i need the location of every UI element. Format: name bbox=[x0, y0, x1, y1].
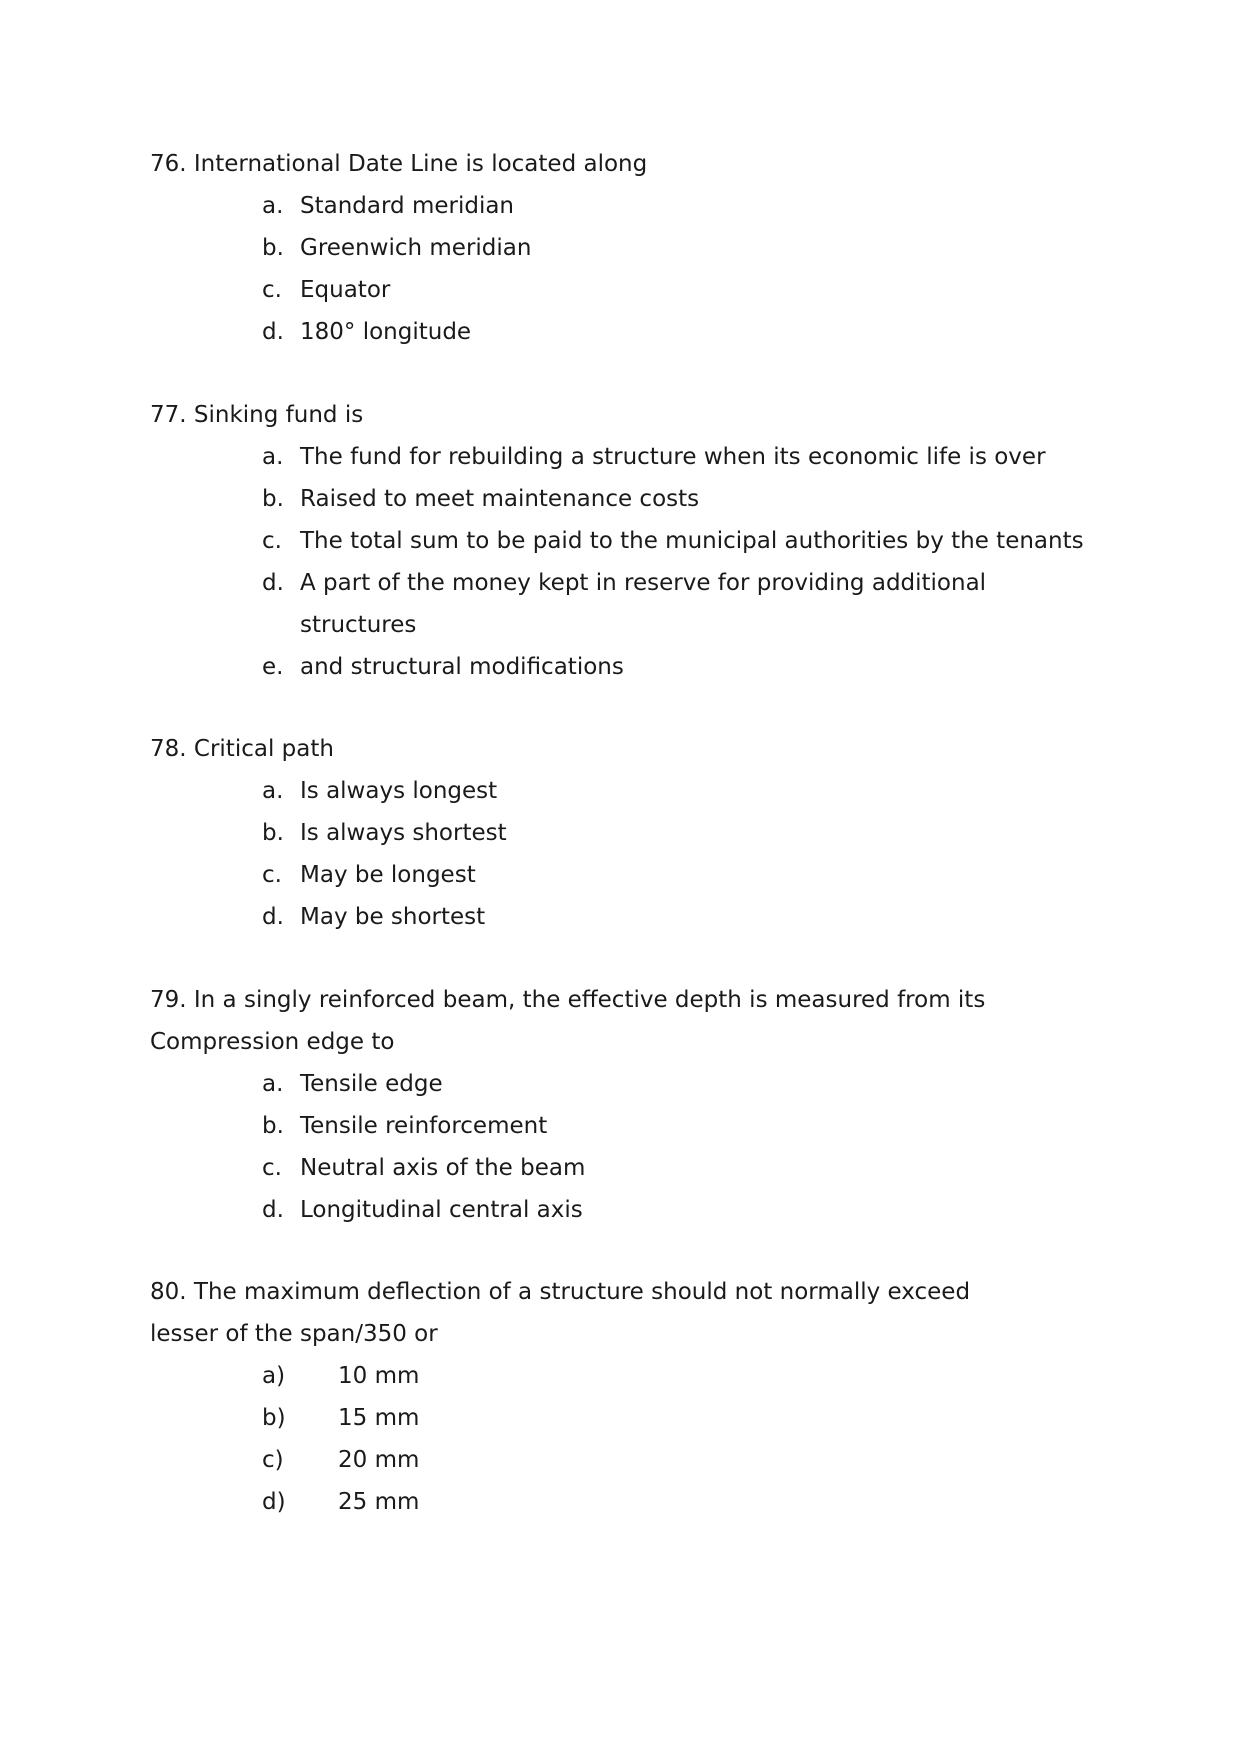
option-text: 20 mm bbox=[338, 1447, 420, 1473]
option-text: Is always shortest bbox=[300, 820, 507, 846]
option-label: a. bbox=[262, 1071, 284, 1097]
option-label: b. bbox=[262, 486, 284, 512]
option-label: d. bbox=[262, 570, 284, 596]
question-78-stem bbox=[150, 728, 334, 770]
question-79-stem bbox=[150, 979, 985, 1063]
question-stem-line: Compression edge to bbox=[150, 1029, 395, 1055]
option-text: The fund for rebuilding a structure when its economic life is over bbox=[300, 444, 1046, 470]
option-text: 10 mm bbox=[338, 1363, 420, 1389]
option-text: Raised to meet maintenance costs bbox=[300, 486, 700, 512]
question-77-stem bbox=[150, 394, 363, 436]
option-text: Neutral axis of the beam bbox=[300, 1155, 586, 1181]
option-label: c. bbox=[262, 277, 282, 303]
option-text: The total sum to be paid to the municipal authorities by the tenants bbox=[300, 528, 1084, 554]
option-label: d. bbox=[262, 1197, 284, 1223]
option-label: b. bbox=[262, 1113, 284, 1139]
option-text: 180° longitude bbox=[300, 319, 472, 345]
option-label: b. bbox=[262, 235, 284, 261]
option-text: Tensile reinforcement bbox=[300, 1113, 548, 1139]
option-text: Tensile edge bbox=[300, 1071, 443, 1097]
option-text: structures bbox=[300, 612, 417, 638]
question-80-stem bbox=[150, 1271, 970, 1355]
option-text: Equator bbox=[300, 277, 391, 303]
option-label: c. bbox=[262, 1155, 282, 1181]
option-text: Standard meridian bbox=[300, 193, 515, 219]
option-label: d. bbox=[262, 319, 284, 345]
question-stem-line: 80. The maximum deflection of a structure should not normally exceed bbox=[150, 1279, 971, 1305]
option-label: d. bbox=[262, 904, 284, 930]
option-text: 25 mm bbox=[338, 1489, 420, 1515]
option-label: d) bbox=[262, 1489, 286, 1515]
option-label: c) bbox=[262, 1447, 284, 1473]
option-text: 15 mm bbox=[338, 1405, 420, 1431]
option-label: e. bbox=[262, 654, 284, 680]
option-text: May be longest bbox=[300, 862, 476, 888]
question-stem-line: 78. Critical path bbox=[150, 736, 334, 762]
option-label: b) bbox=[262, 1405, 286, 1431]
question-stem-line: lesser of the span/350 or bbox=[150, 1321, 438, 1347]
option-text: Is always longest bbox=[300, 778, 498, 804]
option-text: A part of the money kept in reserve for providing additional bbox=[300, 570, 987, 596]
option-text: and structural modifications bbox=[300, 654, 624, 680]
option-label: a. bbox=[262, 193, 284, 219]
option-text: May be shortest bbox=[300, 904, 486, 930]
option-label: c. bbox=[262, 528, 282, 554]
option-label: b. bbox=[262, 820, 284, 846]
question-stem-line: 77. Sinking fund is bbox=[150, 402, 364, 428]
question-76-stem bbox=[150, 143, 647, 185]
option-label: a) bbox=[262, 1363, 286, 1389]
option-label: c. bbox=[262, 862, 282, 888]
question-stem-line: 76. International Date Line is located along bbox=[150, 151, 648, 177]
option-label: a. bbox=[262, 778, 284, 804]
option-label: a. bbox=[262, 444, 284, 470]
option-text: Greenwich meridian bbox=[300, 235, 532, 261]
question-stem-line: 79. In a singly reinforced beam, the effective depth is measured from its bbox=[150, 987, 986, 1013]
option-text: Longitudinal central axis bbox=[300, 1197, 583, 1223]
